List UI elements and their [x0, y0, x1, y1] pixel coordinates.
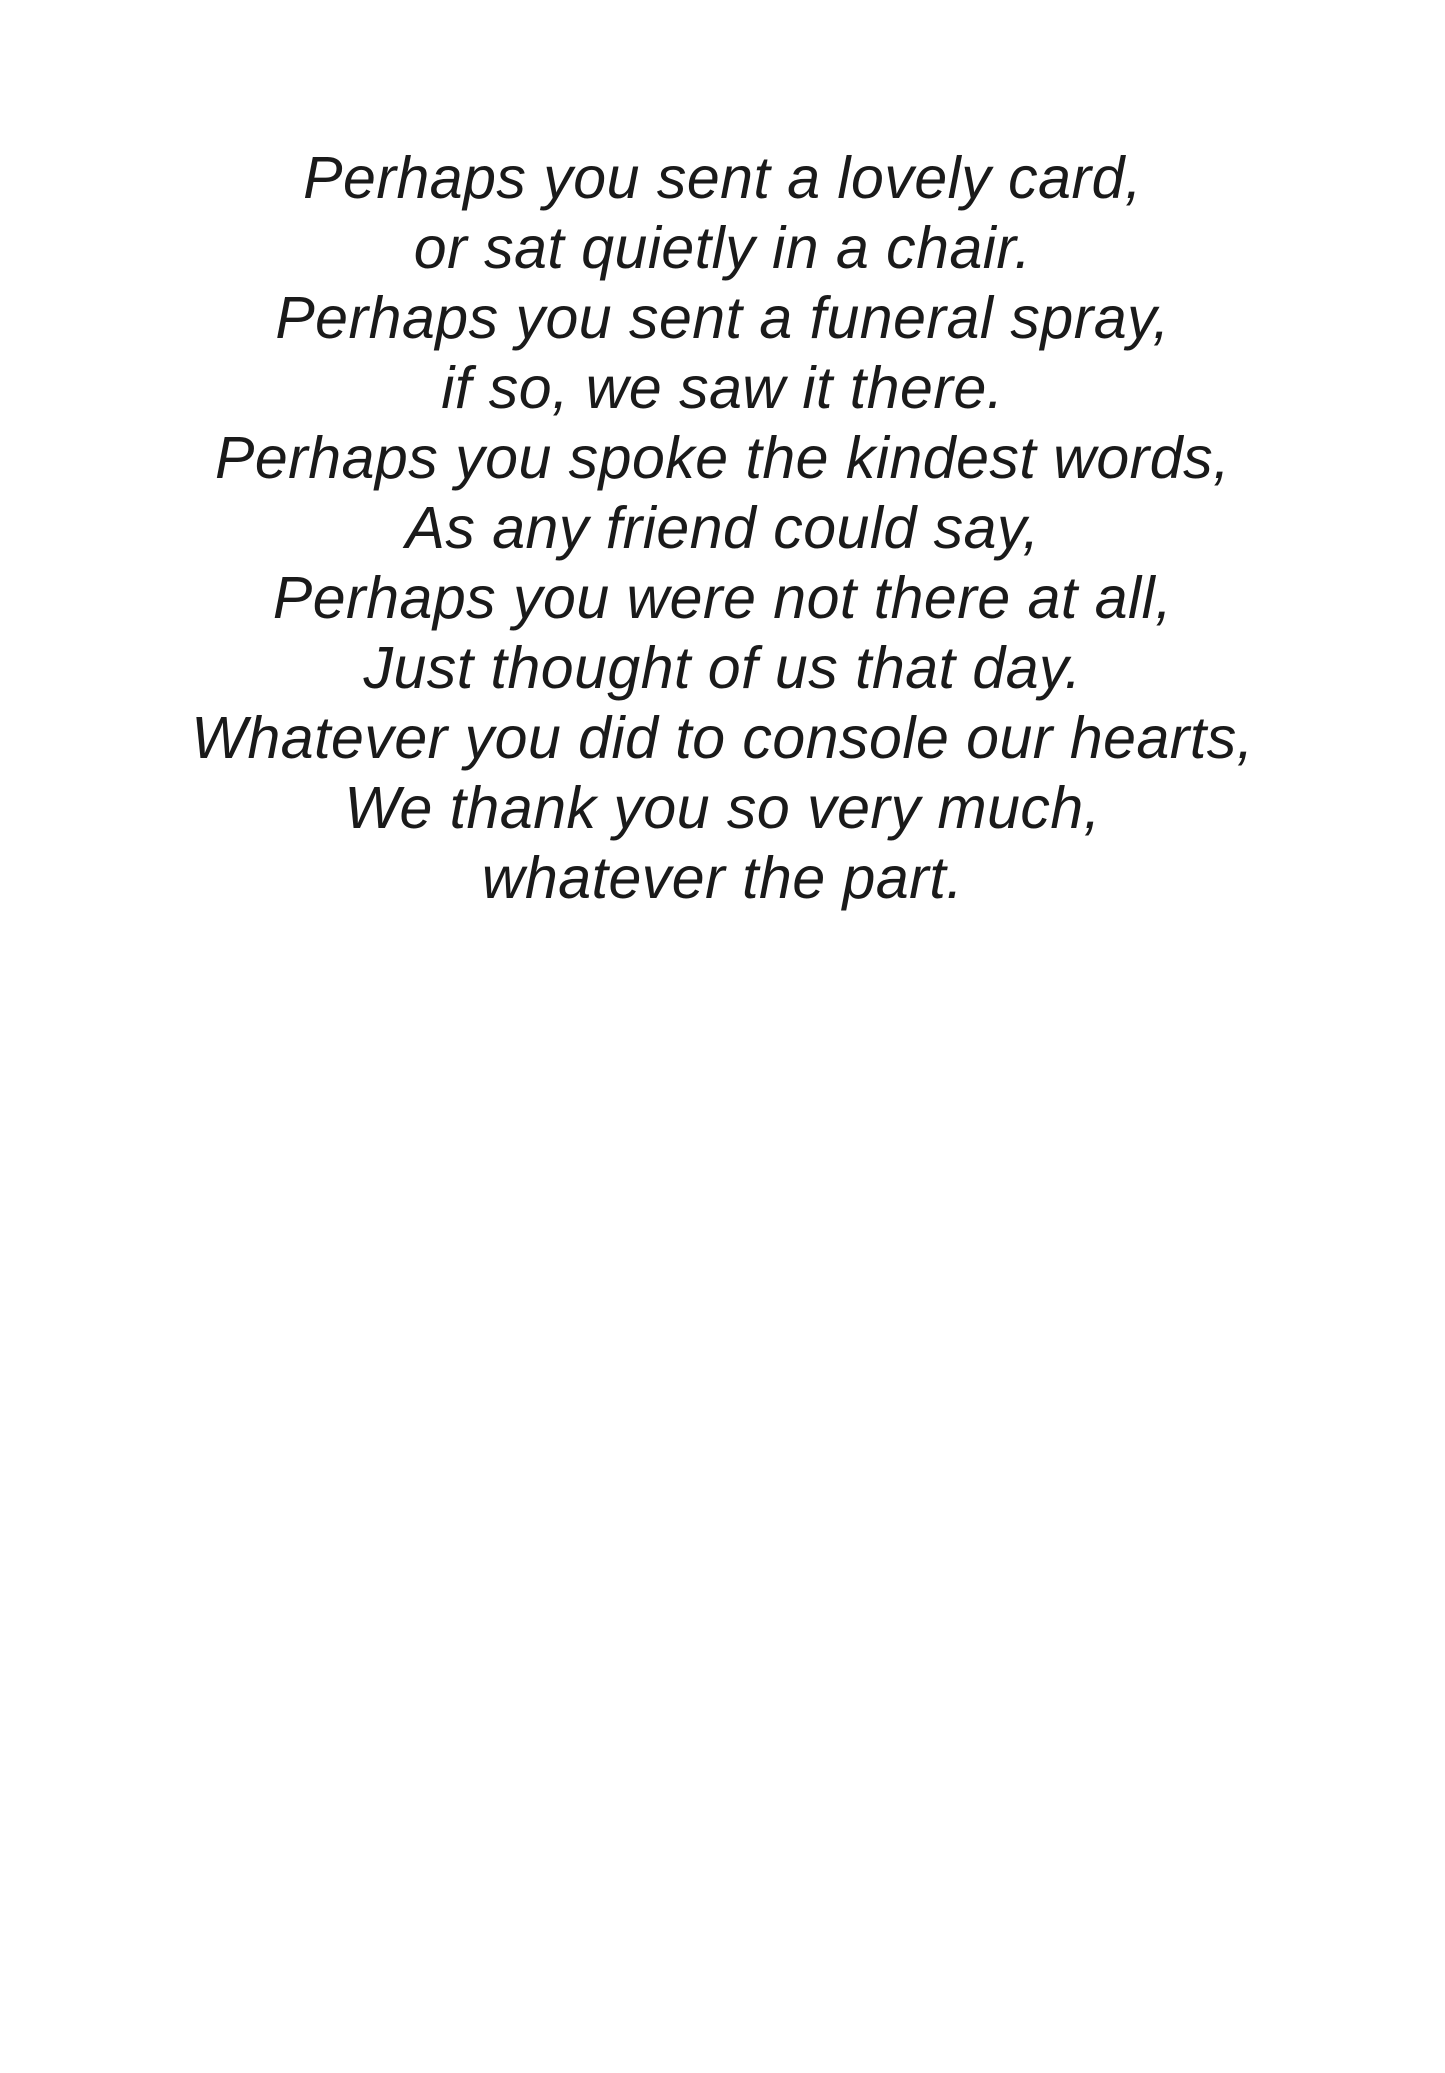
poem-line: Perhaps you spoke the kindest words, [214, 425, 1230, 491]
poem-line: As any friend could say, [405, 495, 1040, 561]
poem-line: or sat quietly in a chair. [413, 215, 1032, 281]
poem-line: if so, we saw it there. [441, 355, 1004, 421]
poem-line: Whatever you did to console our hearts, [191, 705, 1254, 771]
poem-line: Perhaps you sent a funeral spray, [275, 285, 1170, 351]
poem-line: Just thought of us that day. [363, 635, 1082, 701]
poem-line: whatever the part. [481, 845, 964, 911]
poem-line: Perhaps you sent a lovely card, [303, 145, 1142, 211]
poem-line: We thank you so very much, [344, 775, 1101, 841]
poem-text-block [0, 143, 1445, 913]
poem-line: Perhaps you were not there at all, [272, 565, 1173, 631]
